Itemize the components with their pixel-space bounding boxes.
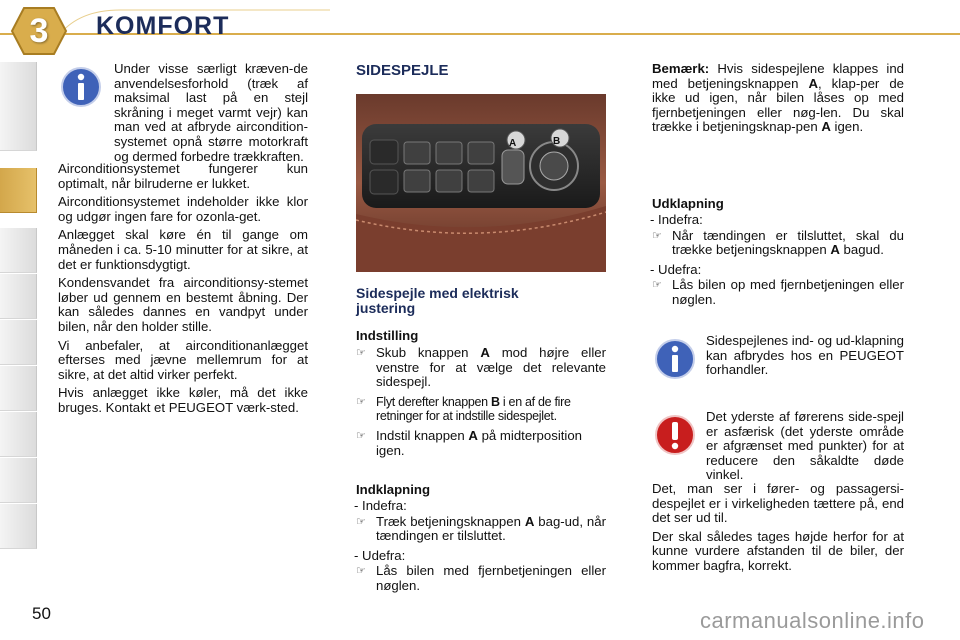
note-text: , klap-per de ikke ud igen, når bilen låses op med fjernbetjeningen eller nøg-len. Du skal trække i betjeningsknap-pen (652, 75, 904, 135)
unfold-list (650, 213, 904, 313)
item-text: Lås bilen med fjernbetjeningen eller nøglen. (376, 563, 606, 593)
item-text: mod højre eller venstre for at vælge det relevante sidespejl. (376, 345, 606, 390)
paragraph: Det, man ser i fører- og passagersi-despejlet er i virkeligheden tættere på, end det ser ud til. (652, 481, 904, 526)
item-text: Skub knappen (376, 345, 481, 360)
chapter-tab[interactable] (0, 106, 37, 151)
paragraph: Hvis anlægget ikke køler, må det ikke bruges. Kontakt et PEUGEOT værk-sted. (58, 385, 308, 415)
item-text: Lås bilen op med fjernbetjeningen eller nøglen. (672, 277, 904, 307)
dash-label: - Indefra: (354, 498, 407, 513)
list-item (354, 395, 606, 424)
note-text: Hvis sidespejlene klappes ind med betjeningsknappen (652, 61, 904, 91)
hand-pointer-icon: ☞ (356, 515, 366, 528)
dash-label: - Udefra: (354, 547, 406, 563)
chapter-tab-active[interactable] (0, 168, 37, 213)
hand-pointer-icon: ☞ (356, 347, 366, 359)
paragraph: Der skal således tages højde herfor for at kunne vurdere afstanden til de biler, der kommer bagfra, korrekt. (652, 528, 904, 573)
hand-pointer-icon: ☞ (652, 279, 662, 292)
hand-pointer-icon: ☞ (356, 395, 366, 408)
list-item (650, 229, 904, 258)
hand-pointer-icon: ☞ (652, 229, 662, 242)
item-text: i en af de fire retninger for at indstille sidespejlet. (376, 394, 571, 424)
paragraph: Airconditionsystemet indeholder ikke klor og udgør ingen fare for ozonla-get. (58, 194, 308, 224)
dash-label: - Indefra: (650, 212, 703, 227)
fold-title: Indklapning (356, 482, 430, 497)
item-text: på midterposition igen. (376, 427, 583, 458)
mirror-control-photo (356, 94, 606, 272)
button-key: A (468, 427, 478, 443)
chapter-tab[interactable] (0, 366, 37, 411)
button-key: A (480, 345, 490, 360)
item-text: Træk betjeningsknappen (376, 513, 525, 529)
item-text: Når tændingen er tilsluttet, skal du trække betjeningsknappen (672, 227, 904, 258)
paragraph: Kondensvandet fra airconditionsy-stemet løber ud gennem en bestemt åbning. Der kan således dannes en vandpyt under bilen, når den holder stille. (58, 275, 308, 334)
item-text: Flyt derefter knappen (376, 394, 491, 409)
hand-pointer-icon: ☞ (356, 429, 366, 442)
list-item (650, 278, 904, 307)
subsection-title: Sidespejle med elektrisk justering (356, 285, 519, 316)
item-text: Indstil knappen (376, 427, 469, 443)
right-paragraphs (652, 482, 904, 578)
paragraph: Anlægget skal køre én til gange om måneden i ca. 5-10 minutter for at sikre, at det er funktionsdygtigt. (58, 227, 308, 272)
chapter-tabs (0, 62, 40, 582)
watermark-url[interactable]: carmanualsonline.info (700, 608, 925, 633)
info-icon (60, 66, 102, 108)
fold-list (354, 499, 606, 599)
warning-icon (654, 414, 696, 456)
list-item (354, 564, 606, 593)
chapter-tab[interactable] (0, 320, 37, 365)
chapter-number: 3 (29, 12, 49, 50)
chapter-tab[interactable] (0, 228, 37, 273)
info-intro-text: Under visse særligt kræven-de anvendelsesforhold (træk af maksimal last på en stejl skråning i meget varmt vejr) kan man ved at afbryde aircondition-systemet opnå større motorkraft og dermed forbedre trækkraften. (114, 61, 308, 164)
note-label: Bemærk: (652, 61, 710, 76)
chapter-tab[interactable] (0, 274, 37, 319)
button-key: A (808, 75, 818, 91)
photo-label-b: B (553, 136, 561, 147)
chapter-tab[interactable] (0, 458, 37, 503)
mirror-note (652, 62, 904, 135)
page-title: KOMFORT (96, 12, 230, 40)
dash-label: - Udefra: (650, 261, 702, 277)
page-number: 50 (32, 604, 51, 623)
hand-pointer-icon: ☞ (356, 565, 366, 578)
info-intro-start (114, 62, 308, 164)
left-paragraphs (58, 162, 308, 420)
adjust-list (354, 346, 606, 463)
item-text: bagud. (839, 242, 884, 258)
warning-note: Det yderste af førerens side-spejl er asfærisk (det yderste område er afgrænset med punkter) for at reducere den såkaldte døde vinkel. (706, 409, 904, 483)
photo-label-a: A (509, 138, 517, 149)
note-text: igen. (830, 119, 864, 135)
unfold-title: Udklapning (652, 196, 724, 211)
list-item (354, 429, 606, 458)
chapter-tab[interactable] (0, 412, 37, 457)
button-key: A (821, 119, 831, 135)
info-note: Sidespejlenes ind- og ud-klapning kan afbrydes hos en PEUGEOT forhandler. (706, 333, 904, 378)
button-key: A (830, 242, 840, 258)
list-item (354, 515, 606, 544)
chapter-tab[interactable] (0, 504, 37, 549)
button-key: A (524, 513, 535, 529)
adjust-title: Indstilling (356, 328, 419, 343)
paragraph: Vi anbefaler, at airconditionanlægget efterses med jævne mellemrum for at sikre, at det altid virker perfekt. (58, 337, 308, 382)
chapter-tab[interactable] (0, 62, 37, 107)
item-text: bag-ud, når tændingen er tilsluttet. (376, 513, 606, 544)
paragraph: Airconditionsystemet fungerer kun optimalt, når bilruderne er lukket. (58, 161, 308, 191)
list-item (354, 346, 606, 390)
section-title: SIDESPEJLE (356, 62, 449, 79)
info-icon (654, 338, 696, 380)
button-key: B (491, 394, 500, 409)
